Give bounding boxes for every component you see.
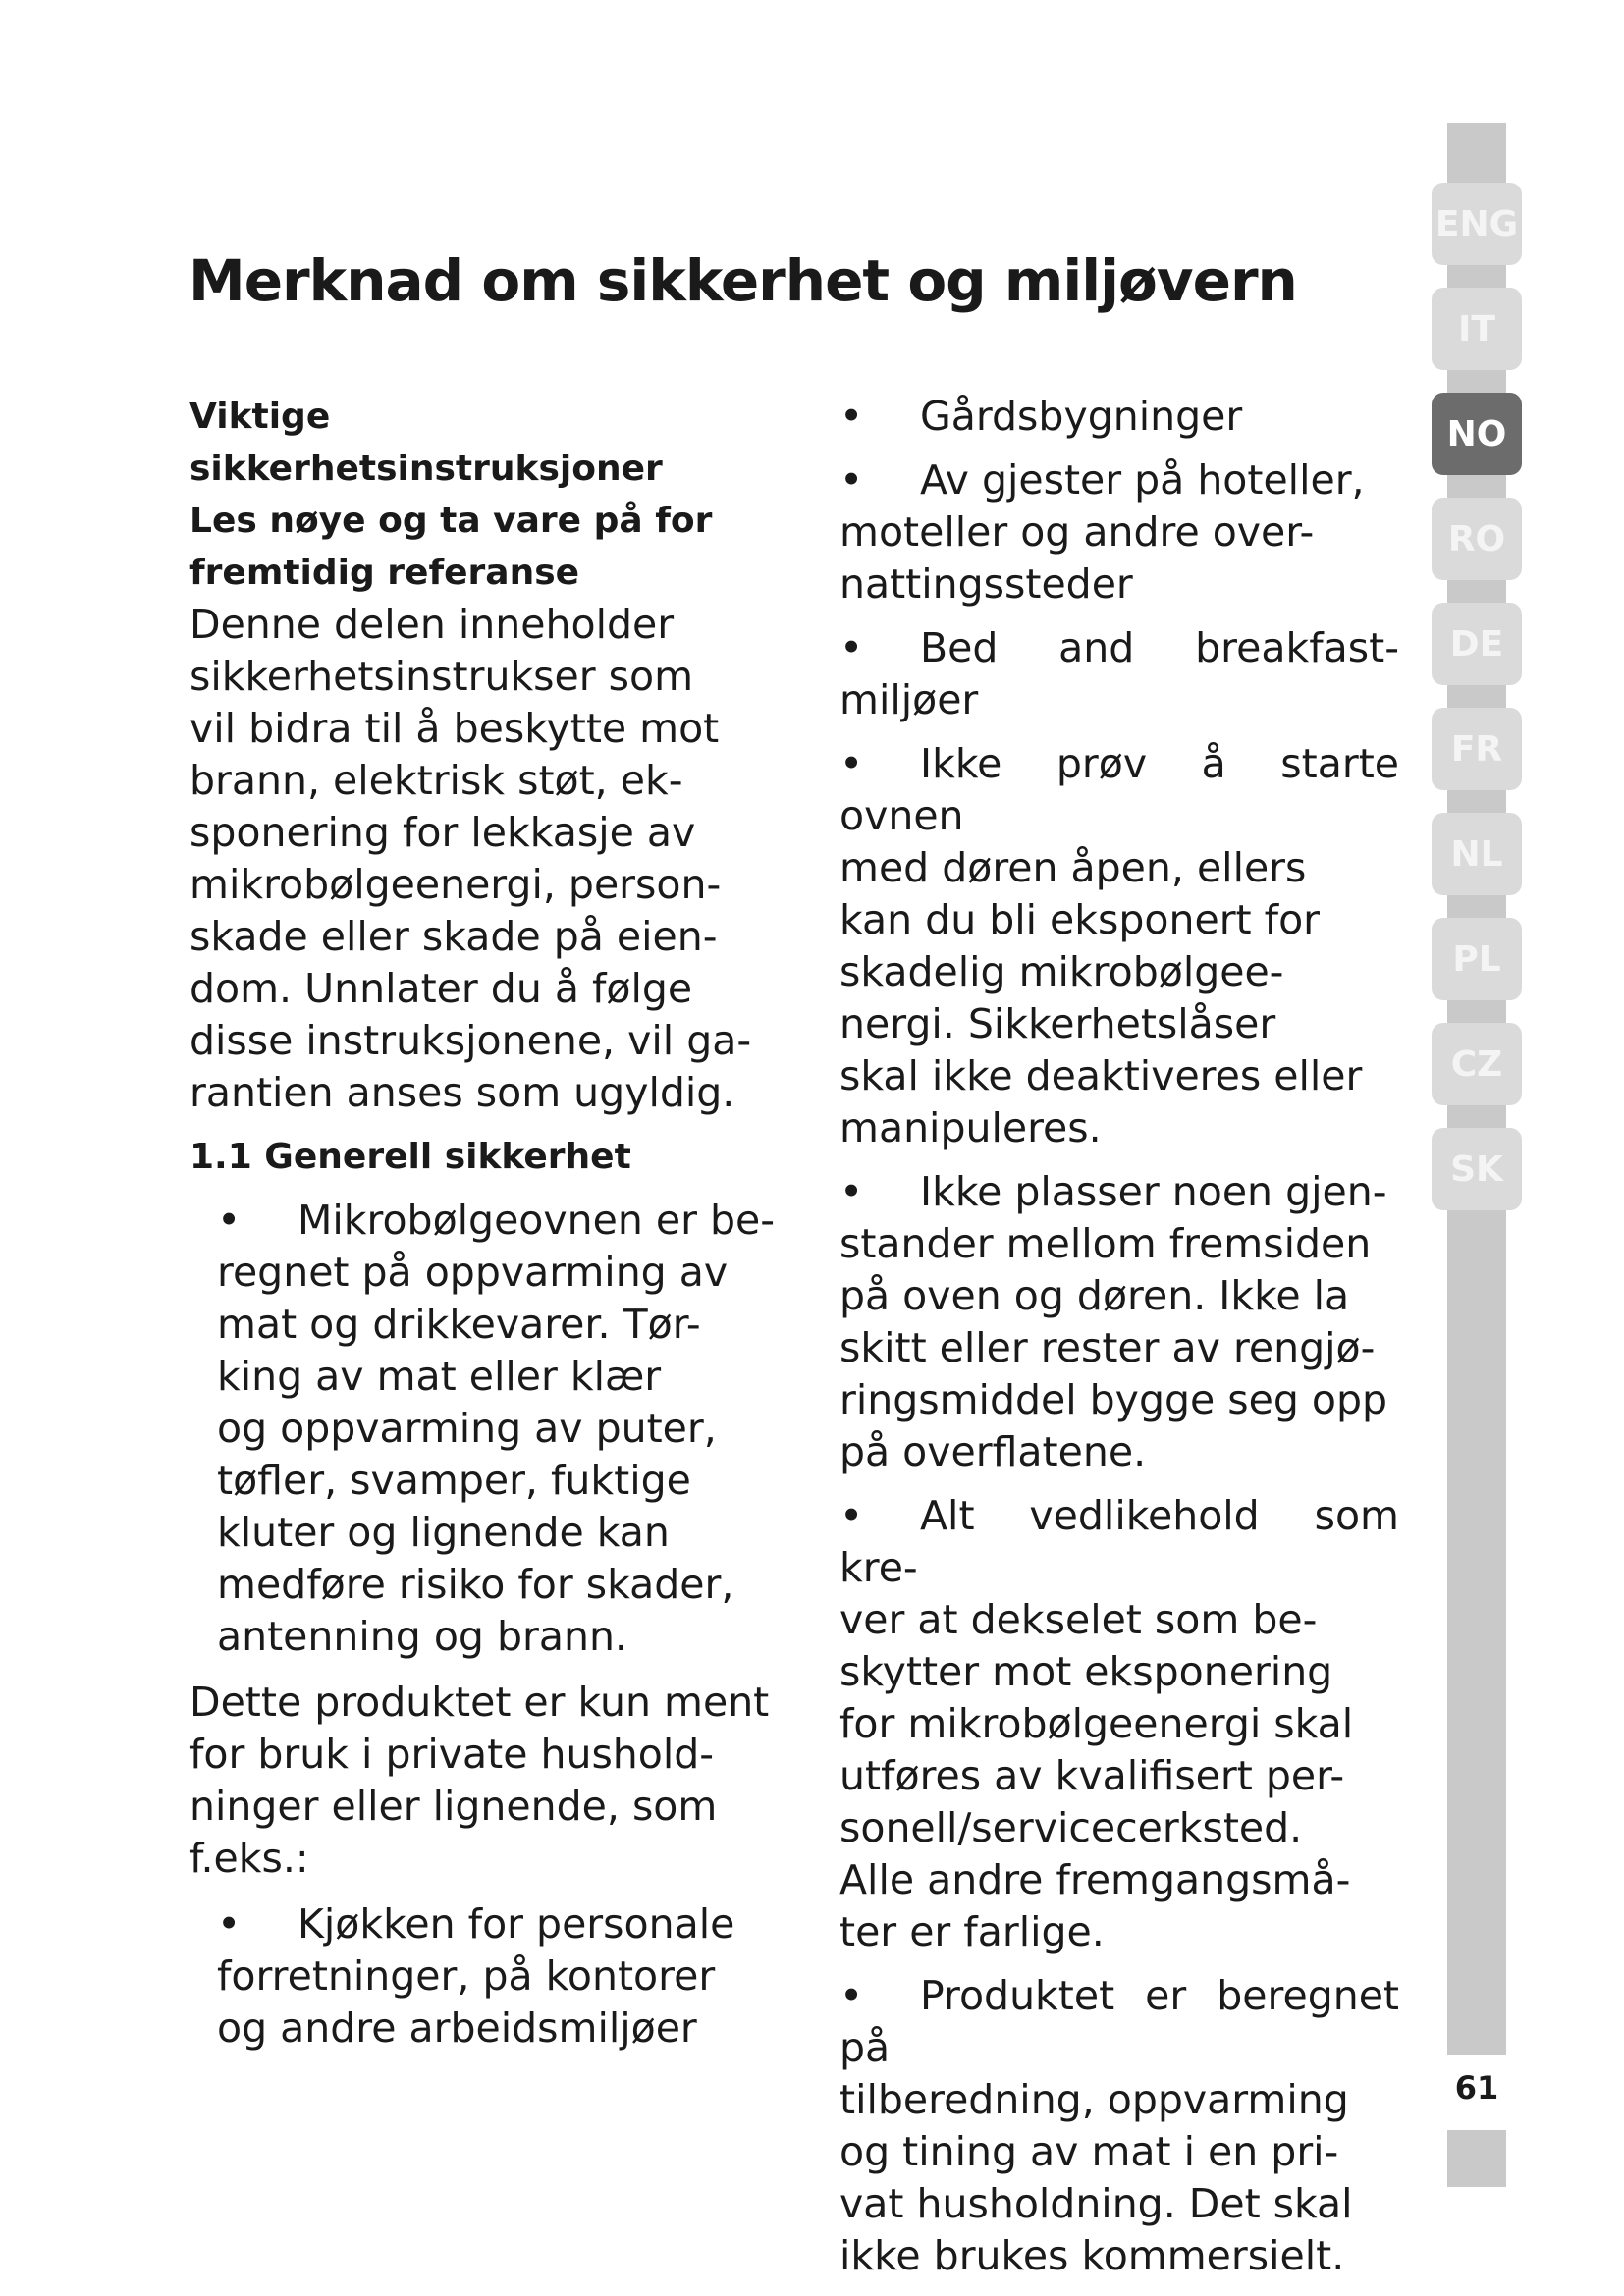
text-line: dom. Unnlater du å følge xyxy=(189,965,693,1012)
language-tab-nl[interactable]: NL xyxy=(1432,813,1522,895)
text-line: skytter mot eksponering xyxy=(839,1648,1333,1695)
text-line: på oven og døren. Ikke la xyxy=(839,1272,1350,1319)
read-carefully-heading: Les nøye og ta vare på for xyxy=(189,501,713,541)
text-line: nergi. Sikkerhetslåser xyxy=(839,1000,1276,1047)
language-tab-pl[interactable]: PL xyxy=(1432,918,1522,1000)
bullet-no-objects-warning xyxy=(839,1166,1399,1478)
text-line: skal ikke deaktiveres eller xyxy=(839,1052,1363,1099)
text-line: Ikke plasser noen gjen- xyxy=(920,1168,1387,1215)
bullet-microwave-purpose xyxy=(189,1195,779,1663)
text-line: antenning og brann. xyxy=(217,1613,627,1660)
text-line: utføres av kvalifisert per- xyxy=(839,1752,1345,1799)
bullet-icon: • xyxy=(839,1972,864,2019)
text-line: ter er farlige. xyxy=(839,1908,1105,1955)
bullet-icon: • xyxy=(217,1197,242,1244)
text-line: på overflatene. xyxy=(839,1428,1147,1475)
text-line: skadelig mikrobølgee- xyxy=(839,948,1284,995)
language-tab-cz[interactable]: CZ xyxy=(1432,1023,1522,1105)
important-heading: sikkerhetsinstruksjoner xyxy=(189,449,663,489)
text-line: Bed and breakfast-miljøer xyxy=(839,624,1399,723)
text-line: Av gjester på hoteller, xyxy=(920,456,1365,504)
text-line: forretninger, på kontorer xyxy=(217,1952,716,2000)
text-line: king av mat eller klær xyxy=(217,1353,662,1400)
household-paragraph xyxy=(189,1677,779,1885)
text-line: sonell/servicecerksted. xyxy=(839,1804,1303,1851)
bullet-farm-buildings xyxy=(839,391,1399,443)
text-line: og tining av mat i en pri- xyxy=(839,2128,1339,2175)
bullet-maintenance-warning xyxy=(839,1490,1399,1958)
text-line: og andre arbeidsmiljøer xyxy=(217,2004,697,2052)
language-tab-no[interactable]: NO xyxy=(1432,393,1522,475)
text-line: stander mellom fremsiden xyxy=(839,1220,1372,1267)
text-line: kluter og lignende kan xyxy=(217,1509,670,1556)
text-line: Dette produktet er kun ment xyxy=(189,1679,770,1726)
text-line: vil bidra til å beskytte mot xyxy=(189,705,720,752)
bullet-icon: • xyxy=(839,456,864,504)
text-line: Mikrobølgeovnen er be- xyxy=(298,1197,776,1244)
read-carefully-heading: fremtidig referanse xyxy=(189,553,580,593)
text-line: Kjøkken for personale xyxy=(298,1900,735,1948)
text-line: for mikrobølgeenergi skal xyxy=(839,1700,1354,1747)
page-title: Merknad om sikkerhet og miljøvern xyxy=(189,247,1297,314)
text-line: tilberedning, oppvarming xyxy=(839,2076,1349,2123)
bullet-icon: • xyxy=(217,1900,242,1948)
text-line: tøfler, svamper, fuktige xyxy=(217,1457,691,1504)
text-line: brann, elektrisk støt, ek- xyxy=(189,757,683,804)
text-line: Alle andre fremgangsmå- xyxy=(839,1856,1351,1903)
text-line: for bruk i private hushold- xyxy=(189,1731,715,1778)
text-line: sponering for lekkasje av xyxy=(189,809,696,856)
text-line: Alt vedlikehold som kre- xyxy=(839,1492,1399,1591)
text-line: medføre risiko for skader, xyxy=(217,1561,734,1608)
text-line: mikrobølgeenergi, person- xyxy=(189,861,722,908)
text-line: sikkerhetsinstrukser som xyxy=(189,653,694,700)
text-line: moteller og andre over- xyxy=(839,508,1315,556)
page-number: 61 xyxy=(1454,2069,1499,2107)
section-heading: 1.1 Generell sikkerhet xyxy=(189,1137,631,1177)
text-line: mat og drikkevarer. Tør- xyxy=(217,1301,701,1348)
intro-paragraph xyxy=(189,599,779,1119)
text-line: Denne delen inneholder xyxy=(189,601,675,648)
text-line: Produktet er beregnet på xyxy=(839,1972,1399,2071)
text-line: kan du bli eksponert for xyxy=(839,896,1321,943)
important-heading: Viktige xyxy=(189,397,331,437)
bullet-bed-and-breakfast xyxy=(839,622,1399,726)
bullet-icon: • xyxy=(839,1168,864,1215)
text-line: og oppvarming av puter, xyxy=(217,1405,717,1452)
bullet-icon: • xyxy=(839,1492,864,1539)
language-tab-sk[interactable]: SK xyxy=(1432,1128,1522,1210)
text-line: manipuleres. xyxy=(839,1104,1102,1151)
left-column xyxy=(189,391,779,2055)
language-tab-eng[interactable]: ENG xyxy=(1432,183,1522,265)
bullet-door-open-warning xyxy=(839,738,1399,1154)
text-line: skade eller skade på eien- xyxy=(189,913,718,960)
text-line: rantien anses som ugyldig. xyxy=(189,1069,735,1116)
text-line: disse instruksjonene, vil ga- xyxy=(189,1017,752,1064)
text-line: ringsmiddel bygge seg opp xyxy=(839,1376,1388,1423)
bullet-staff-kitchens xyxy=(189,1898,779,2055)
text-line: ikke brukes kommersielt. xyxy=(839,2232,1345,2279)
text-line: skitt eller rester av rengjø- xyxy=(839,1324,1376,1371)
bullet-hotel-guests xyxy=(839,454,1399,611)
text-line: vat husholdning. Det skal xyxy=(839,2180,1353,2227)
bullet-household-use-only xyxy=(839,1970,1399,2282)
language-tab-fr[interactable]: FR xyxy=(1432,708,1522,790)
text-line: f.eks.: xyxy=(189,1835,309,1882)
text-line: ver at dekselet som be- xyxy=(839,1596,1318,1643)
text-line: ninger eller lignende, som xyxy=(189,1783,718,1830)
language-tab-ro[interactable]: RO xyxy=(1432,498,1522,580)
bullet-icon: • xyxy=(839,624,864,671)
right-column xyxy=(839,391,1399,2282)
text-line: nattingssteder xyxy=(839,561,1133,608)
text-line: Ikke prøv å starte ovnen xyxy=(839,740,1399,839)
text-line: regnet på oppvarming av xyxy=(217,1249,729,1296)
language-tab-it[interactable]: IT xyxy=(1432,288,1522,370)
text-line: Gårdsbygninger xyxy=(920,393,1243,440)
bullet-icon: • xyxy=(839,393,864,440)
language-side-bar-end xyxy=(1447,2130,1506,2187)
text-line: med døren åpen, ellers xyxy=(839,844,1307,891)
language-tab-de[interactable]: DE xyxy=(1432,603,1522,685)
bullet-icon: • xyxy=(839,740,864,787)
